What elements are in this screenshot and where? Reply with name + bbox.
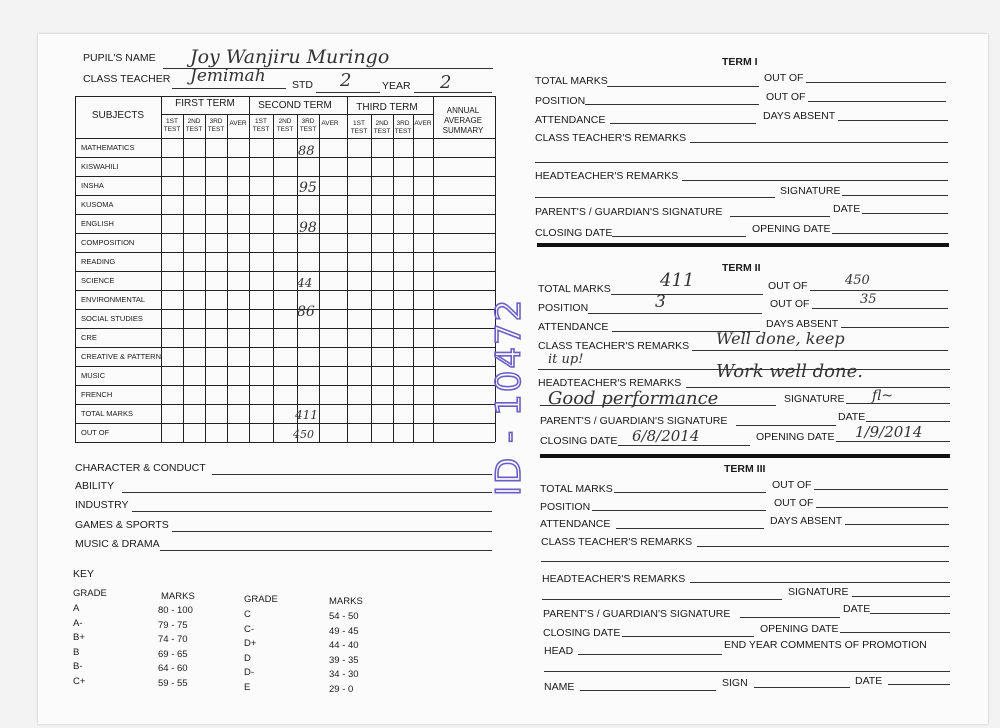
key-marks: 74 - 70	[158, 634, 188, 645]
term3-sign-label: SIGN	[722, 677, 748, 689]
term1-signature-label: SIGNATURE	[780, 185, 841, 197]
term3-out-of2-label: OUT OF	[774, 497, 814, 509]
key-marks: 59 - 55	[158, 677, 188, 689]
key-grade: C-	[244, 623, 255, 635]
key-marks: 80 - 100	[158, 605, 193, 616]
subject-label: FRENCH	[81, 390, 113, 399]
grid-vline	[319, 114, 320, 442]
std-label: STD	[292, 79, 313, 91]
term3-parent-signature-label: PARENT'S / GUARDIAN'S SIGNATURE	[543, 608, 731, 620]
fill-line	[841, 327, 949, 328]
fill-line	[730, 216, 830, 217]
term2-out-of-label: OUT OF	[768, 280, 808, 292]
fill-line	[535, 162, 948, 163]
fill-line	[816, 507, 948, 508]
key-marks: 79 - 75	[158, 619, 188, 631]
key-grade: B	[73, 646, 80, 658]
key-grade: A-	[73, 617, 83, 629]
fill-line	[740, 617, 840, 618]
term3-position-label: POSITION	[540, 501, 591, 513]
term2-position-label: POSITION	[538, 302, 589, 314]
term3-closing-label: CLOSING DATE	[543, 627, 621, 639]
term2-out-of2-value: 35	[860, 292, 877, 307]
fill-line	[690, 582, 950, 583]
conduct-line	[212, 474, 492, 475]
fill-line	[616, 528, 764, 529]
t3-test1-header: 1ST TEST	[350, 120, 368, 135]
subject-label: INSHA	[81, 181, 104, 190]
term2-signature-value: fl~	[872, 388, 894, 404]
fill-line	[870, 613, 950, 614]
subject-label: READING	[81, 257, 116, 266]
term2-class-remarks-value: Well done, keep	[716, 329, 845, 348]
key-marks: 49 - 45	[329, 625, 359, 637]
term2-attendance-label: ATTENDANCE	[538, 321, 609, 333]
fill-line	[610, 123, 756, 124]
term2-opening-label: OPENING DATE	[756, 431, 835, 443]
t2-test3-header: 3RD TEST	[299, 118, 317, 133]
term3-head-remarks-label: HEADTEACHER'S REMARKS	[542, 573, 686, 585]
term2-total-marks-label: TOTAL MARKS	[538, 283, 611, 295]
english-mark: 98	[299, 220, 317, 236]
grid-hline	[75, 347, 495, 348]
grid-hline	[75, 138, 495, 139]
term2-head-remarks-value2: Good performance	[548, 388, 719, 409]
fill-line	[866, 421, 950, 422]
fill-line	[544, 671, 950, 672]
fill-line	[842, 195, 948, 196]
conduct-line	[172, 531, 492, 532]
subject-label: TOTAL MARKS	[81, 409, 133, 418]
subject-label: MUSIC	[81, 371, 106, 380]
fill-line	[808, 101, 946, 102]
subject-label: CRE	[81, 333, 97, 342]
grid-vline	[205, 114, 206, 442]
subject-label: MATHEMATICS	[81, 143, 135, 152]
term1-class-remarks-label: CLASS TEACHER'S REMARKS	[535, 132, 687, 144]
class-teacher-label: CLASS TEACHER	[83, 73, 171, 85]
conduct-label: ABILITY	[75, 480, 115, 492]
fill-line	[832, 233, 948, 234]
fill-line	[682, 180, 948, 181]
grid-vline	[183, 114, 184, 442]
fill-line	[845, 524, 949, 525]
term1-out-of2-label: OUT OF	[766, 91, 806, 103]
key-grade: D-	[244, 667, 255, 678]
key-marks: 34 - 30	[329, 669, 359, 680]
fill-line	[607, 86, 759, 87]
fill-line	[846, 403, 950, 404]
fill-line	[578, 654, 722, 655]
fill-line	[686, 387, 950, 388]
term3-title: TERM III	[724, 463, 766, 475]
fill-line	[814, 489, 948, 490]
term2-out-of-value: 450	[845, 273, 870, 288]
pupil-name-label: PUPIL'S NAME	[83, 52, 156, 64]
key-grade: B-	[73, 661, 83, 672]
grid-vline	[75, 96, 76, 442]
social-studies-mark: 86	[297, 304, 315, 320]
year-value: 2	[440, 72, 452, 93]
key-marks: 44 - 40	[329, 640, 359, 651]
key-marks-header-right: MARKS	[329, 596, 363, 607]
grid-hline	[75, 195, 495, 196]
t2-test1-header: 1ST TEST	[252, 118, 270, 133]
t1-test3-header: 3RD TEST	[207, 118, 225, 133]
term1-days-absent-label: DAYS ABSENT	[763, 110, 836, 122]
term3-end-year-comments-label: END YEAR COMMENTS OF PROMOTION	[724, 639, 927, 651]
conduct-label: MUSIC & DRAMA	[75, 538, 160, 550]
subjects-grid	[75, 96, 495, 442]
term2-title: TERM II	[722, 262, 761, 274]
term1-date-label: DATE	[833, 203, 861, 215]
term1-total-marks-label: TOTAL MARKS	[535, 75, 608, 87]
term2-position-value: 3	[655, 292, 666, 312]
key-marks: 54 - 50	[329, 611, 359, 622]
key-grade-header-left: GRADE	[73, 588, 107, 599]
key-grade: C	[244, 609, 251, 620]
grid-vline	[393, 114, 394, 442]
key-marks: 39 - 35	[329, 654, 359, 666]
class-teacher-line	[172, 88, 286, 89]
std-line	[316, 92, 380, 93]
key-grade: C+	[73, 675, 86, 687]
term2-closing-label: CLOSING DATE	[540, 435, 618, 447]
t2-aver-header: AVER	[321, 120, 339, 127]
conduct-label: GAMES & SPORTS	[75, 519, 169, 531]
term3-date2-label: DATE	[855, 675, 883, 687]
conduct-line	[122, 492, 492, 493]
key-marks-header-left: MARKS	[161, 591, 195, 602]
term3-total-marks-label: TOTAL MARKS	[540, 483, 613, 495]
annual-average-header: ANNUAL AVERAGE SUMMARY	[442, 106, 484, 135]
term2-head-remarks-value: Work well done.	[716, 361, 863, 382]
term2-closing-value: 6/8/2014	[632, 427, 700, 445]
term2-date-label: DATE	[838, 411, 866, 423]
term3-date-label: DATE	[843, 603, 871, 615]
grid-vline	[249, 96, 250, 442]
grid-vline	[227, 114, 228, 442]
fill-line	[812, 308, 948, 309]
fill-line	[588, 313, 762, 314]
term1-head-remarks-label: HEADTEACHER'S REMARKS	[535, 170, 679, 182]
subject-label: COMPOSITION	[81, 238, 135, 247]
year-label: YEAR	[382, 80, 411, 92]
term3-signature-label: SIGNATURE	[788, 586, 849, 598]
term3-class-remarks-label: CLASS TEACHER'S REMARKS	[541, 536, 693, 548]
fill-line	[838, 120, 948, 121]
grid-hline	[75, 404, 495, 405]
t1-aver-header: AVER	[229, 120, 247, 127]
conduct-label: INDUSTRY	[75, 499, 129, 511]
grid-hline	[75, 423, 495, 424]
total-marks-value: 411	[295, 408, 318, 422]
key-grade-header-right: GRADE	[244, 594, 278, 605]
fill-line	[806, 82, 946, 83]
pupil-name-value: Joy Wanjiru Muringo	[190, 46, 390, 68]
term2-divider	[540, 454, 950, 458]
fill-line	[836, 441, 950, 442]
term3-opening-label: OPENING DATE	[760, 623, 839, 635]
t1-test2-header: 2ND TEST	[185, 118, 203, 133]
grid-vline	[161, 96, 162, 442]
grid-hline	[75, 385, 495, 386]
term2-signature-label: SIGNATURE	[784, 393, 845, 405]
fill-line	[622, 636, 754, 637]
fill-line	[888, 684, 950, 685]
term1-out-of-label: OUT OF	[764, 72, 804, 84]
class-teacher-value: Jemimah	[190, 66, 266, 86]
key-marks: 69 - 65	[158, 648, 188, 660]
key-title: KEY	[73, 568, 95, 580]
key-grade: B+	[73, 632, 85, 643]
term2-opening-value: 1/9/2014	[855, 423, 923, 441]
term2-head-remarks-label: HEADTEACHER'S REMARKS	[538, 377, 682, 389]
year-line	[414, 92, 492, 93]
key-grade: A	[73, 603, 80, 614]
grid-hline	[75, 252, 495, 253]
fill-line	[618, 445, 750, 446]
term3-attendance-label: ATTENDANCE	[540, 518, 611, 530]
term1-parent-signature-label: PARENT'S / GUARDIAN'S SIGNATURE	[535, 206, 723, 218]
t1-test1-header: 1ST TEST	[163, 118, 181, 133]
subject-label: ENVIRONMENTAL	[81, 295, 146, 304]
fill-line	[611, 294, 763, 295]
key-marks: 29 - 0	[329, 683, 354, 695]
term2-parent-signature-label: PARENT'S / GUARDIAN'S SIGNATURE	[540, 415, 728, 427]
subject-label: ENGLISH	[81, 219, 114, 228]
t2-test2-header: 2ND TEST	[276, 118, 294, 133]
term1-opening-label: OPENING DATE	[752, 223, 831, 235]
grid-vline	[273, 114, 274, 442]
second-term-header: SECOND TERM	[258, 100, 332, 111]
term2-days-absent-label: DAYS ABSENT	[766, 318, 839, 330]
grid-hline	[75, 271, 495, 272]
conduct-line	[160, 550, 492, 551]
fill-line	[810, 290, 948, 291]
grid-hline	[75, 328, 495, 329]
key-grade: D+	[244, 638, 257, 649]
first-term-header: FIRST TERM	[175, 98, 235, 109]
document-id-stamp	[480, 268, 540, 498]
term1-attendance-label: ATTENDANCE	[535, 114, 606, 126]
fill-line	[612, 236, 746, 237]
term1-position-label: POSITION	[535, 95, 586, 107]
term3-days-absent-label: DAYS ABSENT	[770, 515, 843, 527]
fill-line	[592, 510, 766, 511]
fill-line	[852, 596, 950, 597]
subject-label: SCIENCE	[81, 276, 115, 285]
grid-hline	[75, 309, 495, 310]
subject-label: CREATIVE & PATTERN	[81, 352, 162, 361]
term1-title: TERM I	[722, 56, 758, 68]
key-grade: E	[244, 681, 251, 693]
fill-line	[542, 599, 782, 600]
subject-label: KISWAHILI	[81, 162, 119, 171]
term1-closing-label: CLOSING DATE	[535, 227, 613, 239]
grid-hline	[75, 233, 495, 234]
term2-total-marks-value: 411	[660, 270, 695, 291]
insha-mark: 95	[299, 180, 317, 196]
grid-hline	[75, 366, 495, 367]
fill-line	[535, 197, 775, 198]
std-value: 2	[340, 70, 352, 91]
t3-test2-header: 2ND TEST	[373, 120, 391, 135]
conduct-line	[132, 511, 492, 512]
key-grade: D	[244, 652, 251, 664]
subject-label: OUT OF	[81, 428, 110, 437]
science-mark: 44	[297, 276, 313, 290]
term3-name-label: NAME	[544, 681, 575, 693]
t3-aver-header: AVER	[414, 120, 432, 127]
t3-test3-header: 3RD TEST	[394, 120, 412, 135]
subjects-header: SUBJECTS	[91, 110, 145, 121]
fill-line	[614, 492, 766, 493]
grid-vline	[413, 114, 414, 442]
grid-hline	[75, 96, 495, 97]
term3-head-label: HEAD	[544, 645, 574, 657]
grid-hline	[75, 157, 495, 158]
grid-vline	[371, 114, 372, 442]
math-mark: 88	[298, 144, 315, 159]
term1-divider	[537, 243, 949, 247]
conduct-label: CHARACTER & CONDUCT	[75, 462, 206, 474]
grid-hline	[75, 442, 495, 443]
term3-out-of-label: OUT OF	[772, 479, 812, 491]
fill-line	[692, 350, 948, 351]
grid-vline	[347, 96, 348, 442]
fill-line	[580, 690, 716, 691]
fill-line	[690, 142, 948, 143]
term2-class-remarks-value2: it up!	[548, 352, 584, 367]
out-of-value: 450	[293, 428, 314, 441]
grid-hline	[75, 214, 495, 215]
fill-line	[736, 425, 836, 426]
third-term-header: THIRD TERM	[356, 102, 418, 113]
term2-class-remarks-label: CLASS TEACHER'S REMARKS	[538, 340, 690, 352]
fill-line	[862, 213, 948, 214]
subject-label: SOCIAL STUDIES	[81, 314, 143, 323]
grid-hline	[75, 290, 495, 291]
stamp-text: ID - 10472	[489, 297, 529, 496]
grid-vline	[433, 96, 434, 442]
key-marks: 64 - 60	[158, 663, 188, 674]
fill-line	[585, 104, 759, 105]
grid-hline	[75, 176, 495, 177]
fill-line	[697, 546, 949, 547]
term2-out-of2-label: OUT OF	[770, 298, 810, 310]
fill-line	[541, 561, 949, 562]
subject-label: KUSOMA	[81, 200, 114, 209]
fill-line	[754, 687, 850, 688]
fill-line	[840, 632, 950, 633]
